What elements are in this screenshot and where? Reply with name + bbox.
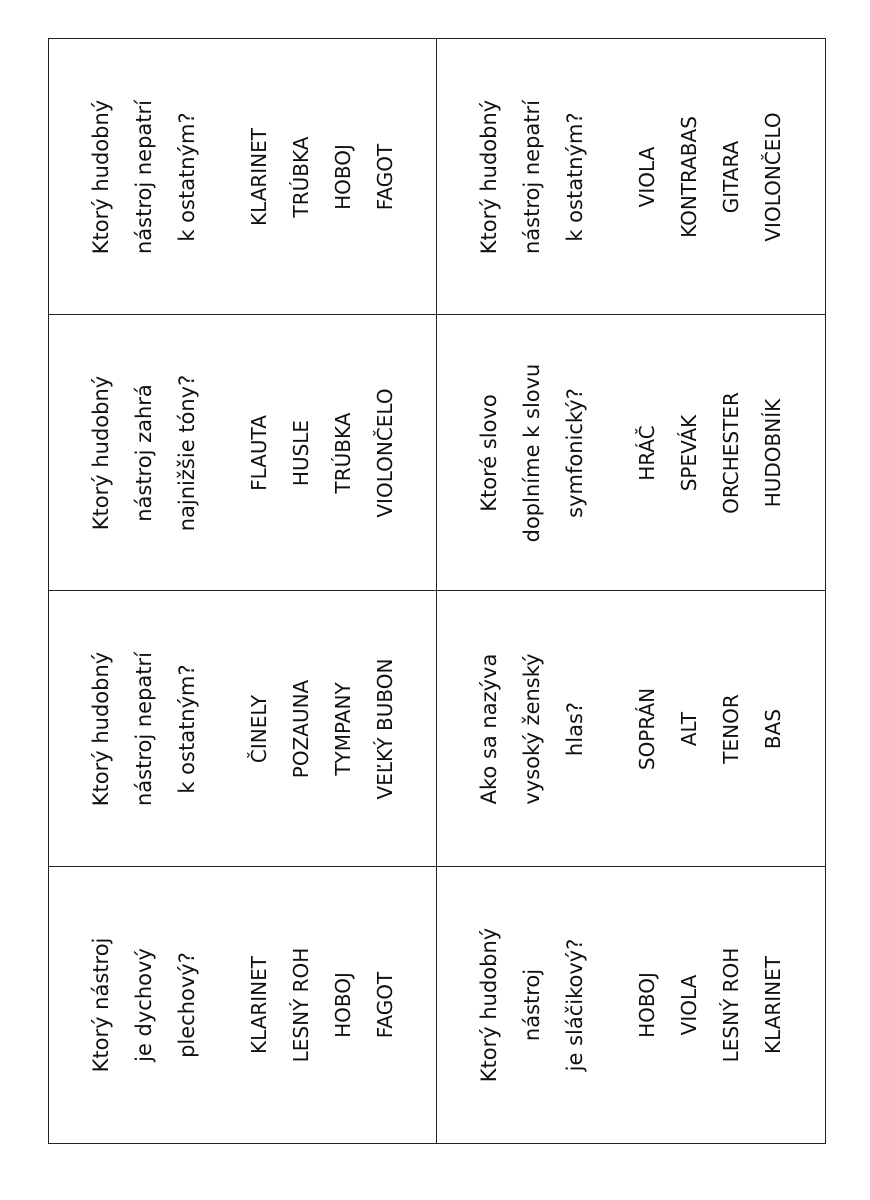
card-question (80, 604, 210, 854)
card-question (80, 52, 210, 302)
card-question (468, 604, 598, 854)
quiz-card (49, 39, 437, 315)
option-item: LESNÝ ROH (719, 947, 743, 1063)
option-item: BAS (761, 708, 785, 749)
card-options (238, 52, 406, 302)
option-item: KLARINET (246, 127, 271, 226)
question-line: vysoký ženský (520, 652, 544, 805)
question-line: najnižšie tóny? (174, 374, 199, 531)
question-line: Ktorý hudobný (88, 651, 113, 806)
option-item: VIOLONČELO (761, 111, 785, 242)
question-line: plechový? (174, 952, 199, 1058)
quiz-card-content (468, 604, 794, 854)
option-item: HRÁČ (635, 424, 659, 481)
question-line: nástroj zahrá (131, 383, 156, 522)
quiz-card (437, 315, 825, 591)
card-options (626, 604, 794, 854)
question-line: k ostatným? (174, 111, 199, 242)
quiz-card (49, 867, 437, 1143)
card-options (626, 52, 794, 302)
card-question (468, 52, 598, 302)
quiz-card-content (468, 52, 794, 302)
option-item: VIOLA (635, 146, 659, 207)
question-line: k ostatným? (563, 111, 587, 242)
option-item: HOBOJ (330, 972, 355, 1038)
question-line: Ktorý hudobný (477, 927, 501, 1083)
option-item: HOBOJ (635, 972, 659, 1038)
question-line: Ktorý hudobný (88, 375, 113, 530)
option-item: HUDOBNÍK (761, 398, 785, 507)
option-item: KONTRABAS (677, 115, 701, 238)
quiz-card-content (80, 52, 406, 302)
option-item: VIOLONČELO (372, 387, 397, 518)
question-line: Ako sa nazýva (477, 653, 501, 804)
card-options (238, 328, 406, 578)
quiz-card-content (80, 880, 406, 1130)
quiz-card (49, 315, 437, 591)
option-item: SOPRÁN (635, 687, 659, 770)
card-options (238, 604, 406, 854)
quiz-card-content (468, 328, 794, 578)
option-item: ORCHESTER (719, 391, 743, 514)
option-item: VEĽKÝ BUBON (372, 658, 397, 799)
option-item: VIOLA (677, 974, 701, 1036)
option-item: FAGOT (372, 971, 397, 1039)
option-item: SPEVÁK (677, 414, 701, 491)
card-options (626, 328, 794, 578)
option-item: HOBOJ (330, 143, 355, 210)
option-item: ALT (677, 711, 701, 746)
option-item: FLAUTA (246, 414, 271, 491)
card-question (80, 328, 210, 578)
question-line: je sláčikový? (563, 938, 587, 1072)
option-item: KLARINET (761, 956, 785, 1055)
quiz-card-sheet (48, 38, 826, 1144)
question-line: hlas? (563, 701, 587, 756)
card-question (468, 880, 598, 1130)
quiz-card-content (468, 880, 794, 1130)
question-line: Ktorý hudobný (88, 99, 113, 254)
option-item: HUSLE (288, 419, 313, 486)
option-item: LESNÝ ROH (288, 947, 313, 1063)
question-line: k ostatným? (174, 663, 199, 794)
option-item: TRÚBKA (288, 136, 313, 217)
quiz-card-content (80, 604, 406, 854)
question-line: je dychový (131, 948, 156, 1062)
question-line: Ktoré slovo (477, 393, 501, 512)
card-question (468, 328, 598, 578)
option-item: TYMPANY (330, 681, 355, 776)
question-line: nástroj nepatrí (520, 99, 544, 254)
quiz-card (437, 39, 825, 315)
option-item: FAGOT (372, 143, 397, 210)
option-item: POZAUNA (288, 679, 313, 778)
option-item: GITARA (719, 140, 743, 213)
question-line: nástroj nepatrí (131, 651, 156, 806)
card-options (238, 880, 406, 1130)
quiz-card (437, 867, 825, 1143)
question-line: nástroj nepatrí (131, 99, 156, 254)
question-line: Ktorý hudobný (477, 99, 501, 254)
quiz-card (49, 591, 437, 867)
option-item: TRÚBKA (330, 412, 355, 493)
quiz-card (437, 591, 825, 867)
card-question (80, 880, 210, 1130)
quiz-card-content (80, 328, 406, 578)
question-line: Ktorý nástroj (88, 937, 113, 1073)
question-line: doplníme k slovu (520, 363, 544, 542)
option-item: TENOR (719, 693, 743, 764)
option-item: ČINELY (246, 694, 271, 763)
question-line: nástroj (520, 968, 544, 1042)
option-item: KLARINET (246, 956, 271, 1055)
card-options (626, 880, 794, 1130)
question-line: symfonický? (563, 387, 587, 518)
